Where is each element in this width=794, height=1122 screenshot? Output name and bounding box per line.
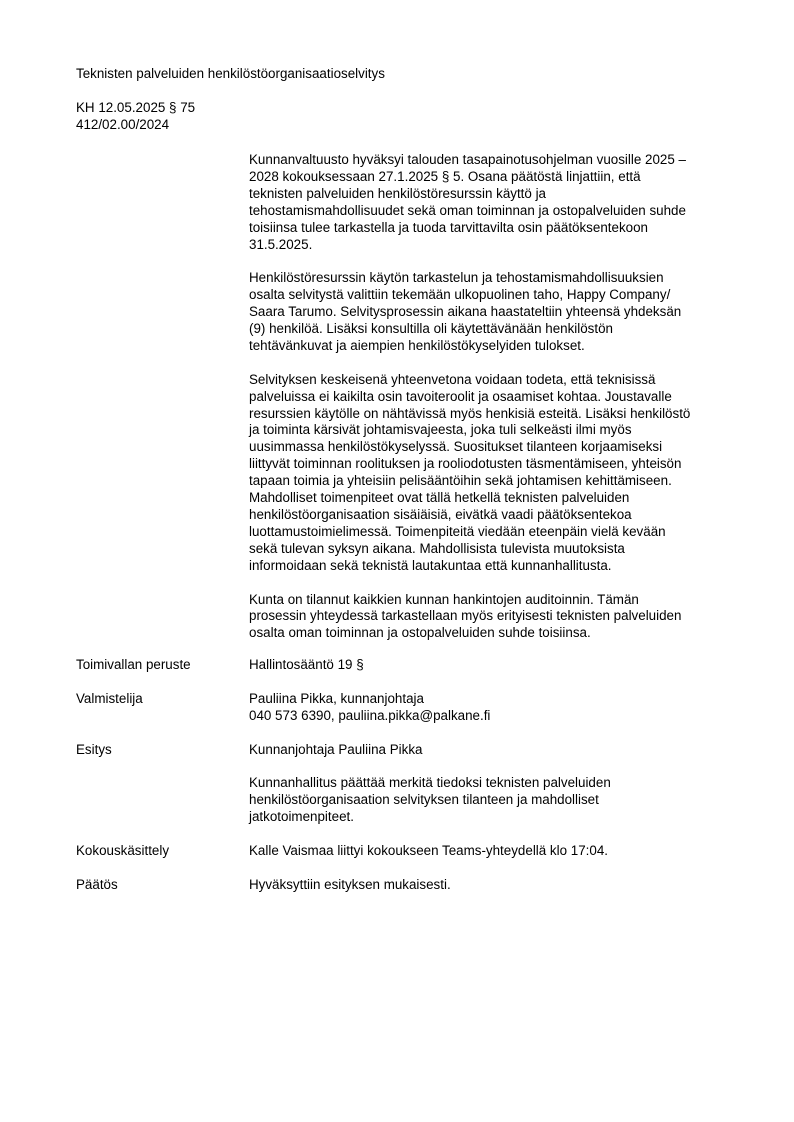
spacer [76, 860, 756, 877]
text-line: ja toiminta kärsivät johtamisvajeesta, joka tuli selkeästi ilmi myös [249, 422, 632, 438]
spacer [76, 758, 756, 775]
field-value-line: Pauliina Pikka, kunnanjohtaja [249, 690, 424, 706]
text-line: palveluissa ei kaikilta osin tavoiteroolit ja osaamiset kohtaa. Joustavalle [249, 388, 672, 404]
text-line: tapaan toimia ja yhteisiin pelisääntöihin sekä johtamisen kehittämiseen. [249, 473, 672, 489]
field-rows [76, 657, 756, 894]
text-line: 2028 kokouksessaan 27.1.2025 § 5. Osana päätöstä linjattiin, että [249, 168, 641, 184]
field-value-line: Kunnanhallitus päättää merkitä tiedoksi teknisten palveluiden [249, 775, 611, 791]
field-row-meeting-handling [76, 843, 756, 860]
field-row-proposal [76, 742, 756, 759]
field-label: Esitys [76, 741, 112, 757]
field-value-line: 040 573 6390, pauliina.pikka@palkane.fi [249, 707, 491, 723]
text-line: luottamustoimielimessä. Toimenpiteitä viedään eteenpäin vielä kevään [249, 523, 666, 539]
field-row-decision [76, 877, 756, 894]
field-value-line: Hyväksyttiin esityksen mukaisesti. [249, 876, 451, 892]
spacer [76, 674, 756, 691]
document-title: Teknisten palveluiden henkilöstöorganisaatioselvitys [76, 66, 385, 81]
text-line: 31.5.2025. [249, 236, 313, 252]
document-meta [76, 100, 195, 134]
body-paragraph [249, 152, 749, 253]
field-value [249, 742, 756, 759]
document-body [249, 152, 749, 659]
text-line: liittyvät toiminnan roolituksen ja rooliodotusten täsmentämiseen, yhteisön [249, 456, 682, 472]
text-line: toisiinsa tulee tarkastella ja tuoda tarvittavilta osin päätöksentekoon [249, 219, 648, 235]
text-line: resurssien käytölle on nähtävissä myös henkisiä esteitä. Lisäksi henkilöstö [249, 405, 691, 421]
field-value-line: Hallintosääntö 19 § [249, 657, 364, 672]
field-label: Valmistelija [76, 690, 143, 706]
field-value [249, 775, 756, 826]
text-line: osalta selvitystä valittiin tekemään ulkopuolinen taho, Happy Company/ [249, 287, 671, 303]
spacer [76, 826, 756, 843]
text-line: uusimmassa henkilöstökyselyssä. Suositukset tilanteen korjaamiseksi [249, 439, 663, 455]
field-label [76, 775, 249, 826]
text-line: tehostamismahdollisuudet sekä oman toiminnan ja ostopalveluiden suhde [249, 202, 686, 218]
body-paragraph [249, 372, 749, 575]
field-value [249, 877, 756, 894]
field-label: Kokouskäsittely [76, 842, 170, 858]
text-line: informoidaan sekä teknistä lautakuntaa että kunnanhallitusta. [249, 557, 612, 573]
text-line: teknisten palveluiden henkilöstöresurssin käyttö ja [249, 185, 546, 201]
text-line: sekä tulevan syksyn aikana. Mahdollisista tulevista muutoksista [249, 540, 625, 556]
field-value [249, 657, 756, 674]
record-number: 412/02.00/2024 [76, 116, 170, 132]
text-line: tehtävänkuvat ja aiempien henkilöstökyselyiden tulokset. [249, 337, 585, 353]
text-line: osalta oman toiminnan ja ostopalveluiden suhde toisiinsa. [249, 625, 591, 641]
field-value-line: henkilöstöorganisaation selvityksen tilanteen ja mahdolliset [249, 792, 599, 808]
text-line: Kunnanvaltuusto hyväksyi talouden tasapainotusohjelman vuosille 2025 – [249, 152, 686, 167]
body-paragraph [249, 270, 749, 355]
field-value-line: Kalle Vaismaa liittyi kokoukseen Teams-yhteydellä klo 17:04. [249, 842, 609, 858]
field-label: Toimivallan peruste [76, 657, 191, 672]
text-line: Henkilöstöresurssin käytön tarkastelun ja tehostamismahdollisuuksien [249, 270, 664, 286]
text-line: Kunta on tilannut kaikkien kunnan hankintojen auditoinnin. Tämän [249, 591, 639, 607]
text-line: henkilöstöorganisaation sisäiäisiä, eivätkä vaadi päätöksentekoa [249, 507, 632, 522]
field-row-proposal-text [76, 775, 756, 826]
field-value-line: jatkotoimenpiteet. [249, 809, 354, 825]
field-value-line: Kunnanjohtaja Pauliina Pikka [249, 741, 423, 757]
text-line: (9) henkilöä. Lisäksi konsultilla oli käytettävänään henkilöstön [249, 321, 613, 337]
text-line: Selvityksen keskeisenä yhteenvetona voidaan todeta, että teknisissä [249, 371, 656, 387]
body-paragraph [249, 592, 749, 643]
field-label: Päätös [76, 876, 118, 892]
text-line: Mahdolliset toimenpiteet ovat tällä hetkellä teknisten palveluiden [249, 490, 630, 506]
spacer [76, 725, 756, 742]
field-value [249, 843, 756, 860]
field-row-authority [76, 657, 756, 674]
field-row-preparer [76, 691, 756, 725]
meeting-reference: KH 12.05.2025 § 75 [76, 100, 196, 115]
field-value [249, 691, 756, 725]
text-line: Saara Tarumo. Selvitysprosessin aikana haastateltiin yhteensä yhdeksän [249, 304, 682, 320]
text-line: prosessin yhteydessä tarkastellaan myös erityisesti teknisten palveluiden [249, 608, 682, 624]
